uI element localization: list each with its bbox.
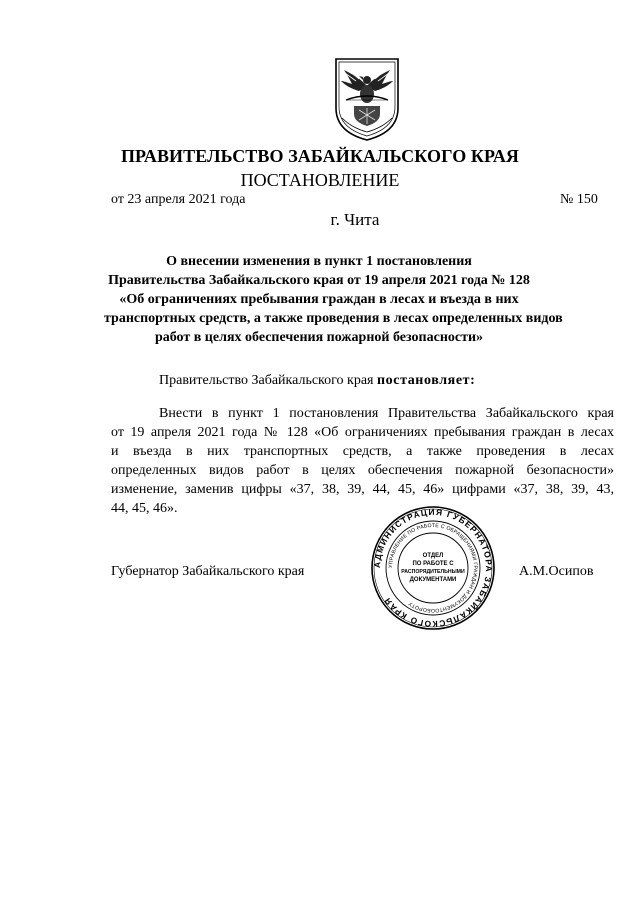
seal-center-line: ДОКУМЕНТАМИ [409,577,457,583]
seal-center-line: ПО РАБОТЕ С [412,561,454,567]
heading-line: Правительства Забайкальского края от 19 апреля 2021 года № 128 [108,273,530,288]
document-type: ПОСТАНОВЛЕНИЕ [240,170,400,190]
heading-line: «Об ограничениях пребывания граждан в лесах и въезда в них [119,292,519,307]
seal-center-line: РАСПОРЯДИТЕЛЬНЫМИ [401,569,465,575]
preamble-bold: постановляет: [376,373,476,388]
body-line: 44, 45, 46». [111,501,178,516]
svg-text:УПРАВЛЕНИЕ ПО РАБОТЕ С ОБРАЩЕН [388,523,478,613]
document-heading [104,252,563,347]
seal-inner-text: УПРАВЛЕНИЕ ПО РАБОТЕ С ОБРАЩЕНИЯМИ ГРАЖДАН И ДОКУМЕНТООБОРОТУ [387,522,479,614]
signer-title: Губернатор Забайкальского края [111,564,305,579]
preamble [159,373,475,389]
heading-line: работ в целях обеспечения пожарной безопасности» [154,330,484,345]
heading-line: транспортных средств, а также проведения в лесах определенных видов [104,311,563,326]
body-line: и въезда в них транспортных средств, а также проведения в лесах [111,444,614,459]
document-number: № 150 [560,192,598,207]
seal-center-line: ОТДЕЛ [422,553,444,559]
preamble-text: Правительство Забайкальского края [159,373,377,388]
body-line: определенных видов работ в целях обеспечения пожарной безопасности» [111,463,614,478]
document-city: г. Чита [330,210,380,229]
body-line: от 19 апреля 2021 года № 128 «Об ограничениях пребывания граждан в лесах [111,425,614,440]
body-line: изменение, заменив цифры «37, 38, 39, 44, 45, 46» цифрами «37, 38, 39, 43, [111,482,614,497]
coat-of-arms-icon [332,56,402,142]
heading-line: О внесении изменения в пункт 1 постановления [166,254,472,269]
organization-title: ПРАВИТЕЛЬСТВО ЗАБАЙКАЛЬСКОГО КРАЯ [120,146,520,166]
document-date: от 23 апреля 2021 года [111,192,246,207]
signer-name: А.М.Осипов [519,564,594,579]
seal-outer-text: АДМИНИСТРАЦИЯ ГУБЕРНАТОРА ЗАБАЙКАЛЬСКОГО КРАЯ [371,506,495,630]
body-paragraph [111,404,614,518]
body-line: Внести в пункт 1 постановления Правительства Забайкальского края [159,406,614,421]
official-stamp-icon [371,506,495,630]
